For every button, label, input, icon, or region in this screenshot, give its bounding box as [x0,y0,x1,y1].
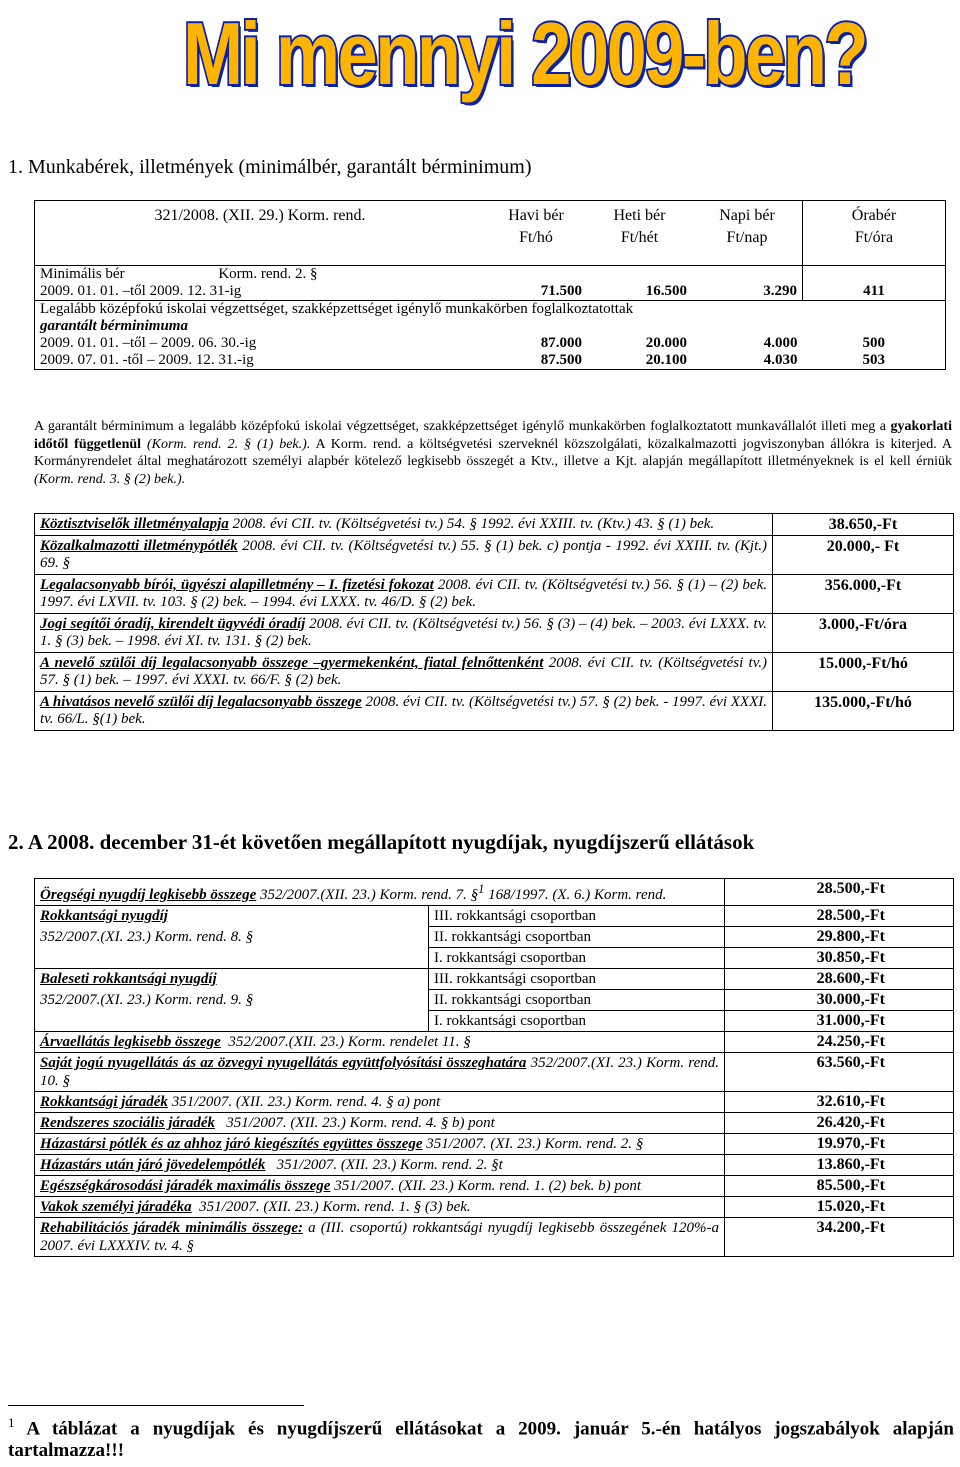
col-havi: Havi bér Ft/hó [485,201,587,266]
table-row: I. rokkantsági csoportban 31.000,-Ft [35,1011,954,1032]
table-row: 2009. 07. 01. -től – 2009. 12. 31.-ig 87.500 20.100 4.030 503 [35,352,946,370]
table-row: Rehabilitációs járadék minimális összege: a (III. csoportú) rokkantsági nyugdíj legkisebb összegének 120%-a 2007. évi LXXXIV. tv. 4. § 34.200,-Ft [35,1218,954,1257]
table-row: Vakok személyi járadéka 351/2007. (XII. 23.) Korm. rend. 1. § (3) bek. 15.020,-Ft [35,1197,954,1218]
amount: 15.000,-Ft/hó [773,653,954,692]
table-row: Saját jogú nyugellátás ás az özvegyi nyugellátás együttfolyósítási összeghatára 352/2007.(XI. 23.) Korm. rend. 10. § 63.560,-Ft [35,1053,954,1092]
title-banner [120,0,867,110]
table-row: Rokkantsági nyugdíj 352/2007.(XI. 23.) Korm. rend. 8. § III. rokkantsági csoportban 28.500,-Ft [35,906,954,927]
wage-table [34,200,946,370]
table-row: Baleseti rokkantsági nyugdíj 352/2007.(XI. 23.) Korm. rend. 9. § III. rokkantsági csoportban 28.600,-Ft [35,969,954,990]
table-row: Rendszeres szociális járadék 351/2007. (XII. 23.) Korm. rend. 4. § b) pont 26.420,-Ft [35,1113,954,1134]
garantalt-label: Legalább középfokú iskolai végzettséget, szakképzettséget igénylő munkakörben foglalkoztatottak [40,301,634,317]
salary-items-table [34,513,954,731]
table-row: Öregségi nyugdíj legkisebb összege 352/2007.(XII. 23.) Korm. rend. 7. §$^1$ 168/1997. (X. 6.) Korm. rend. 28.500,-Ft [35,879,954,906]
amount: 356.000,-Ft [773,575,954,614]
minimal-ref: Korm. rend. 2. § [218,266,318,282]
table-row: 2009. 01. 01. –től 2009. 12. 31-ig 71.500 16.500 3.290 411 [35,283,946,301]
table-row: Közalkalmazotti illetménypótlék 2008. évi CII. tv. (Költségvetési tv.) 55. § (1) bek. c) pontja - 1992. évi XXIII. tv. (Kjt.) 69. § 20.000,- Ft [35,536,954,575]
table-row: II. rokkantsági csoportban 30.000,-Ft [35,990,954,1011]
col-napi: Napi bér Ft/nap [692,201,803,266]
footnote-divider [8,1405,304,1406]
table-row: Rokkantsági járadék 351/2007. (XII. 23.) Korm. rend. 4. § a) pont 32.610,-Ft [35,1092,954,1113]
amount: 20.000,- Ft [773,536,954,575]
table-row: A nevelő szülői díj legalacsonyabb összege –gyermekenként, fiatal felnőttenként 2008. évi CII. tv. (Költségvetési tv.) 57. § (1) bek. – 1997. évi XXXI. tv. 66/F. § (2) bek. 15.000,-Ft/hó [35,653,954,692]
section1-heading: 1. Munkabérek, illetmények (minimálbér, garantált bérminimum) [8,156,532,178]
amount: 135.000,-Ft/hó [773,692,954,731]
pension-table [34,878,954,1257]
col-heti: Heti bér Ft/hét [587,201,692,266]
table-row: 2009. 01. 01. –től – 2009. 06. 30.-ig 87.000 20.000 4.000 500 [35,335,946,352]
source-ref: 321/2008. (XII. 29.) Korm. rend. [35,201,486,266]
col-ora: Órabér Ft/óra [803,201,946,266]
table-row: A hivatásos nevelő szülői díj legalacsonyabb összege 2008. évi CII. tv. (Költségvetési tv.) 57. § (2) bek. - 1997. évi XXXI. tv. 66/L. §(1) bek. 135.000,-Ft/hó [35,692,954,731]
table-row: Házastársi pótlék és az ahhoz járó kiegészítés együttes összege 351/2007. (XI. 23.) Korm. rend. 2. § 19.970,-Ft [35,1134,954,1155]
garantalt-label2: garantált bérminimuma [40,318,188,334]
table-row: Köztisztviselők illetményalapja 2008. évi CII. tv. (Költségvetési tv.) 54. § 1992. évi XXIII. tv. (Ktv.) 43. § (1) bek. 38.650,-Ft [35,514,954,536]
table-row: Házastárs után járó jövedelempótlék 351/2007. (XII. 23.) Korm. rend. 2. §t 13.860,-Ft [35,1155,954,1176]
banner-title: Mi mennyi 2009-ben? [183,4,867,103]
footnote: $^1$ A táblázat a nyugdíjak és nyugdíjszerű ellátásokat a 2009. január 5.-én hatályos jogszabályok alapján tartalmazza!!! [8,1415,954,1462]
garantalt-paragraph: A garantált bérminimum a legalább középfokú iskolai végzettséget, szakképzettséget igénylő munkakörben foglalkoztatott munkavállalót illeti meg a gyakorlati időtől függetlenül (Korm. rend. 2. § (1) bek.). A Korm. rend. a költségvetési szerveknél közszolgálati, közalkalmazotti jogviszonyban állókra is kiterjed. A Kormányrendelet által meghatározott személyi alapbér kötelező legkisebb összegét a Ktv., illetve a Kjt. alapján megállapított illetményeknek is el kell érniük (Korm. rend. 3. § (2) bek.). [34,419,952,487]
table-row: I. rokkantsági csoportban 30.850,-Ft [35,948,954,969]
table-row: Egészségkárosodási járadék maximális összege 351/2007. (XII. 23.) Korm. rend. 1. (2) bek. b) pont 85.500,-Ft [35,1176,954,1197]
amount: 3.000,-Ft/óra [773,614,954,653]
minimal-label: Minimális bér [40,266,125,282]
table-row: Legalacsonyabb bírói, ügyészi alapilletmény – I. fizetési fokozat 2008. évi CII. tv. (Költségvetési tv.) 56. § (1) – (2) bek. 1997. évi LXVII. tv. 103. § (2) bek. – 1994. évi LXXX. tv. 46/D. § (2) bek. 356.000,-Ft [35,575,954,614]
table-row: Jogi segítői óradíj, kirendelt ügyvédi óradíj 2008. évi CII. tv. (Költségvetési tv.) 56. § (3) – (4) bek. – 2003. évi LXXX. tv. 1. § (3) bek. – 1998. évi XI. tv. 131. § (2) bek. 3.000,-Ft/óra [35,614,954,653]
amount: 38.650,-Ft [773,514,954,536]
section2-heading: 2. A 2008. december 31-ét követően megállapított nyugdíjak, nyugdíjszerű ellátások [8,830,755,854]
table-row: II. rokkantsági csoportban 29.800,-Ft [35,927,954,948]
table-row: Árvaellátás legkisebb összege 352/2007.(XII. 23.) Korm. rendelet 11. § 24.250,-Ft [35,1032,954,1053]
